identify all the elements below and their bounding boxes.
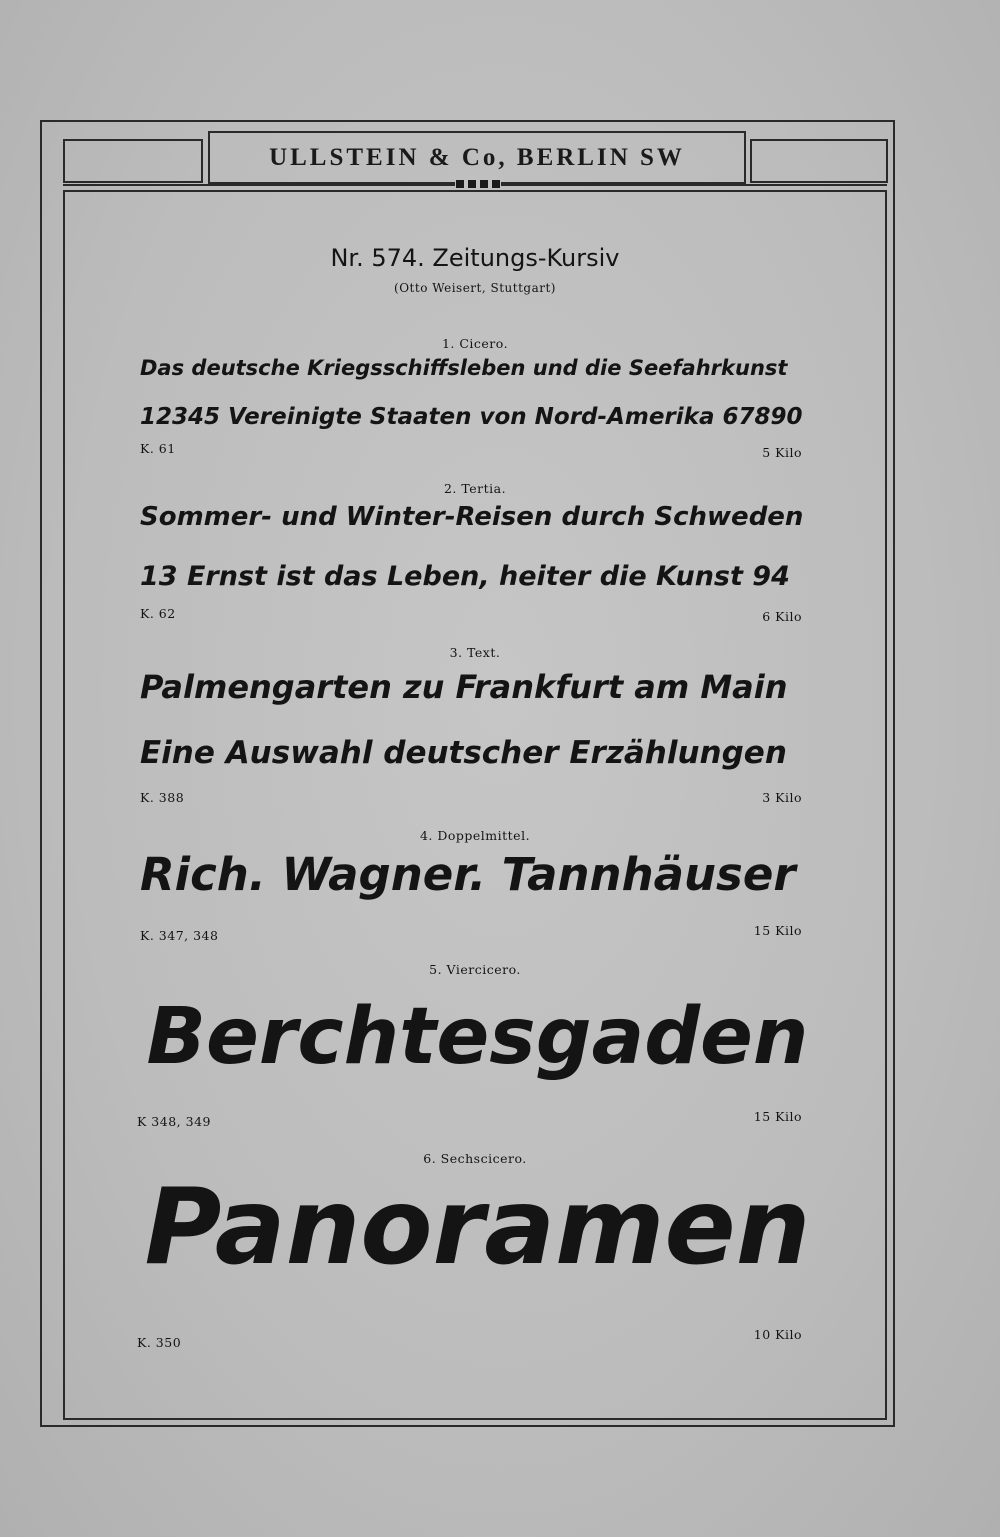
specimen-line: Das deutsche Kriegsschiffsleben und die Seefahrkunst bbox=[140, 356, 788, 380]
header-ornament-left bbox=[63, 139, 203, 183]
type-code: K. 347, 348 bbox=[140, 928, 219, 943]
type-weight: 5 Kilo bbox=[762, 445, 802, 460]
size-label-viercicero: 5. Viercicero. bbox=[429, 962, 521, 977]
specimen-line: Rich. Wagner. Tannhäuser bbox=[140, 848, 796, 901]
specimen-line: Panoramen bbox=[144, 1166, 811, 1288]
specimen-line: Eine Auswahl deutscher Erzählungen bbox=[140, 735, 787, 771]
publisher-title: ULLSTEIN & Co, BERLIN SW bbox=[269, 143, 685, 171]
font-title: Nr. 574. Zeitungs-Kursiv bbox=[330, 244, 620, 272]
font-origin: (Otto Weisert, Stuttgart) bbox=[394, 281, 556, 295]
type-code: K. 350 bbox=[137, 1335, 182, 1350]
specimen-line: 12345 Vereinigte Staaten von Nord-Amerika 67890 bbox=[140, 404, 803, 430]
type-code: K. 62 bbox=[140, 606, 176, 621]
ornament-square bbox=[492, 180, 500, 188]
size-label-cicero: 1. Cicero. bbox=[441, 336, 509, 351]
specimen-line: Palmengarten zu Frankfurt am Main bbox=[140, 668, 788, 706]
size-label-doppelmittel: 4. Doppelmittel. bbox=[419, 828, 531, 843]
specimen-line: 13 Ernst ist das Leben, heiter die Kunst 94 bbox=[140, 561, 790, 592]
type-code: K. 61 bbox=[140, 441, 176, 456]
type-weight: 15 Kilo bbox=[753, 1109, 802, 1124]
header-ornament-right bbox=[750, 139, 888, 183]
ornament-square bbox=[456, 180, 464, 188]
type-code: K 348, 349 bbox=[137, 1114, 211, 1129]
size-label-tertia: 2. Tertia. bbox=[443, 481, 507, 496]
type-weight: 3 Kilo bbox=[762, 790, 802, 805]
type-weight: 15 Kilo bbox=[753, 923, 802, 938]
rule-ornament bbox=[455, 179, 501, 189]
specimen-line: Sommer- und Winter-Reisen durch Schweden bbox=[140, 502, 804, 532]
type-weight: 6 Kilo bbox=[762, 609, 802, 624]
header-cartouche bbox=[208, 131, 746, 184]
type-weight: 10 Kilo bbox=[753, 1327, 802, 1342]
specimen-line: Berchtesgaden bbox=[146, 992, 809, 1082]
size-label-sechscicero: 6. Sechscicero. bbox=[423, 1151, 527, 1166]
size-label-text: 3. Text. bbox=[449, 645, 501, 660]
type-code: K. 388 bbox=[140, 790, 185, 805]
ornament-square bbox=[468, 180, 476, 188]
ornament-square bbox=[480, 180, 488, 188]
